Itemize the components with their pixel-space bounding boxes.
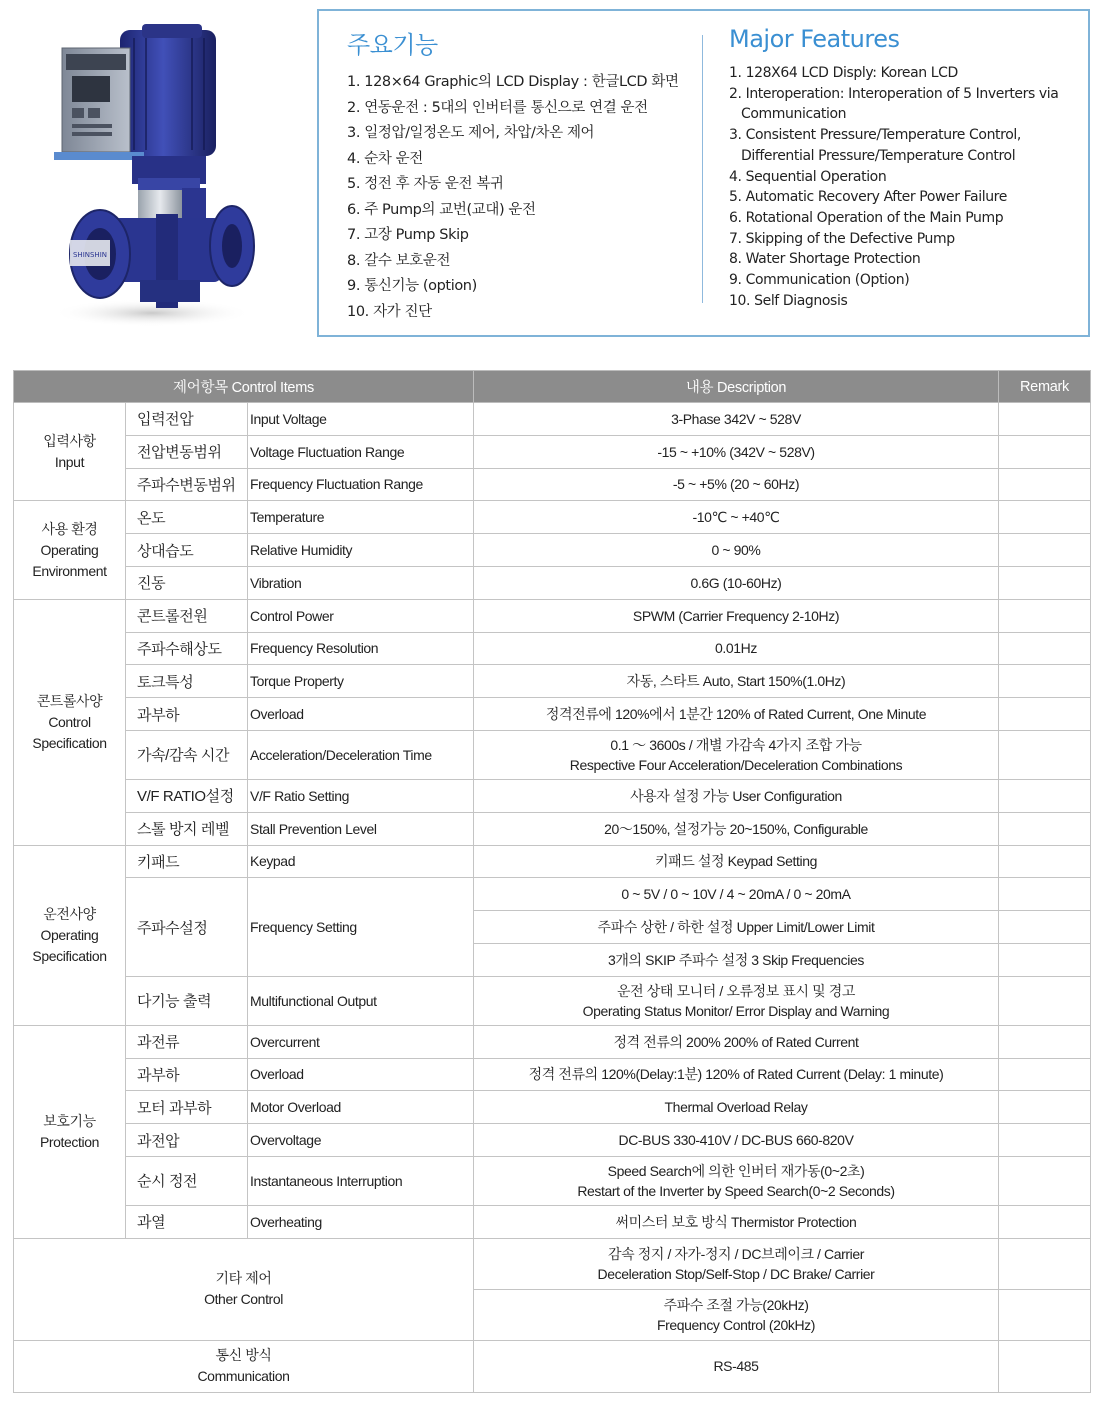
- item-desc: -15 ~ +10% (342V ~ 528V): [474, 435, 999, 468]
- item-en: Overload: [248, 1058, 474, 1091]
- item-remark: [999, 599, 1091, 632]
- table-row: [14, 1156, 1091, 1205]
- table-row: [14, 1091, 1091, 1124]
- item-desc: 0 ~ 5V / 0 ~ 10V / 4 ~ 20mA / 0 ~ 20mA: [474, 878, 999, 911]
- group-control: [14, 599, 126, 845]
- item-ko: 입력전압: [126, 403, 248, 436]
- item-remark: [999, 911, 1091, 944]
- pump-product-image: [42, 18, 262, 328]
- item-en: Voltage Fluctuation Range: [248, 435, 474, 468]
- item-en: Temperature: [248, 501, 474, 534]
- english-features-title: Major Features: [729, 25, 900, 53]
- table-row: [14, 1340, 1091, 1392]
- item-remark: [999, 943, 1091, 976]
- item-en: V/F Ratio Setting: [248, 779, 474, 812]
- table-row: [14, 1124, 1091, 1157]
- item-remark: [999, 1091, 1091, 1124]
- desc-line: 감속 정지 / 자가-정지 / DC브레이크 / Carrier: [607, 1245, 865, 1262]
- item-remark: [999, 665, 1091, 698]
- korean-features: [347, 25, 697, 325]
- item-ko: 온도: [126, 501, 248, 534]
- desc-line: Speed Search에 의한 인버터 재가동(0~2초): [607, 1162, 865, 1179]
- spec-table: [13, 370, 1091, 1393]
- group-input: [14, 403, 126, 501]
- group-other-control: [14, 1238, 474, 1340]
- group-label-en: Input: [54, 453, 85, 470]
- table-row: [14, 632, 1091, 665]
- item-desc: 주파수 상한 / 하한 설정 Upper Limit/Lower Limit: [474, 911, 999, 944]
- item-ko: 전압변동범위: [126, 435, 248, 468]
- table-row: [14, 501, 1091, 534]
- item-ko: V/F RATIO설정: [126, 779, 248, 812]
- item-en: Frequency Fluctuation Range: [248, 468, 474, 501]
- item-remark: [999, 812, 1091, 845]
- item-remark: [999, 1205, 1091, 1238]
- item-desc: Thermal Overload Relay: [474, 1091, 999, 1124]
- list-item: 8. 갈수 보호운전: [347, 252, 451, 269]
- item-remark: [999, 435, 1091, 468]
- table-row: [14, 779, 1091, 812]
- item-desc: 3-Phase 342V ~ 528V: [474, 403, 999, 436]
- group-label-en: Communication: [197, 1368, 290, 1385]
- item-remark: [999, 1238, 1091, 1289]
- item-desc: 정격 전류의 120%(Delay:1분) 120% of Rated Current (Delay: 1 minute): [474, 1058, 999, 1091]
- desc-line: 주파수 조절 가능(20kHz): [663, 1296, 809, 1313]
- item-ko: 주파수해상도: [126, 632, 248, 665]
- item-en: Overload: [248, 698, 474, 731]
- item-en: Control Power: [248, 599, 474, 632]
- group-label-en: Operating: [40, 926, 99, 943]
- item-remark: [999, 845, 1091, 878]
- group-label-en: Other Control: [204, 1291, 283, 1308]
- english-features-list: [729, 63, 1079, 311]
- item-remark: [999, 878, 1091, 911]
- table-row: [14, 1238, 1091, 1289]
- item-remark: [999, 566, 1091, 599]
- item-ko: 진동: [126, 566, 248, 599]
- group-label-en: Specification: [32, 947, 107, 964]
- desc-line: Restart of the Inverter by Speed Search(0~2 Seconds): [577, 1182, 895, 1199]
- group-label-en: Protection: [39, 1133, 100, 1150]
- table-row: [14, 403, 1091, 436]
- table-row: [14, 845, 1091, 878]
- item-ko: 과부하: [126, 1058, 248, 1091]
- item-remark: [999, 730, 1091, 779]
- item-ko: 토크특성: [126, 665, 248, 698]
- item-remark: [999, 698, 1091, 731]
- item-en: Torque Property: [248, 665, 474, 698]
- item-desc: 자동, 스타트 Auto, Start 150%(1.0Hz): [474, 665, 999, 698]
- list-item: 1. 128X64 LCD Disply: Korean LCD: [729, 65, 958, 81]
- item-desc: 써미스터 보호 방식 Thermistor Protection: [474, 1205, 999, 1238]
- table-row: [14, 698, 1091, 731]
- list-item: 7. Skipping of the Defective Pump: [729, 230, 955, 247]
- item-en: Stall Prevention Level: [248, 812, 474, 845]
- item-ko: 상대습도: [126, 534, 248, 567]
- list-item: 1. 128×64 Graphic의 LCD Display : 한글LCD 화면: [347, 74, 679, 90]
- list-item: 8. Water Shortage Protection: [729, 251, 921, 268]
- item-ko: 다기능 출력: [126, 976, 248, 1025]
- item-remark: [999, 403, 1091, 436]
- item-en: Overcurrent: [248, 1025, 474, 1058]
- list-item: 4. Sequential Operation: [729, 168, 887, 185]
- korean-features-list: [347, 70, 697, 325]
- table-row: [14, 812, 1091, 845]
- item-ko: 가속/감속 시간: [126, 730, 248, 779]
- item-en: Multifunctional Output: [248, 976, 474, 1025]
- item-remark: [999, 1058, 1091, 1091]
- desc-line: 운전 상태 모니터 / 오류정보 표시 및 경고: [617, 982, 855, 999]
- list-item: 6. 주 Pump의 교번(교대) 운전: [347, 201, 536, 218]
- item-ko: 주파수설정: [126, 878, 248, 976]
- list-item: 6. Rotational Operation of the Main Pump: [729, 209, 1004, 226]
- english-features: [729, 25, 1079, 311]
- table-row: [14, 665, 1091, 698]
- item-en: Input Voltage: [248, 403, 474, 436]
- item-en: Keypad: [248, 845, 474, 878]
- group-label-en: Operating: [40, 541, 99, 558]
- item-en: Instantaneous Interruption: [248, 1156, 474, 1205]
- table-row: [14, 878, 1091, 911]
- desc-line: Operating Status Monitor/ Error Display and Warning: [582, 1002, 890, 1019]
- list-item: 5. 정전 후 자동 운전 복귀: [347, 176, 504, 192]
- list-item: 3. 일정압/일정온도 제어, 차압/차온 제어: [347, 125, 595, 141]
- item-remark: [999, 1340, 1091, 1392]
- item-desc: 3개의 SKIP 주파수 설정 3 Skip Frequencies: [474, 943, 999, 976]
- table-row: [14, 534, 1091, 567]
- item-desc: 20～150%, 설정가능 20~150%, Configurable: [474, 812, 999, 845]
- item-desc: 정격 전류의 200% 200% of Rated Current: [474, 1025, 999, 1058]
- item-desc: 0.6G (10-60Hz): [474, 566, 999, 599]
- item-remark: [999, 632, 1091, 665]
- features-divider: [702, 35, 703, 303]
- item-remark: [999, 468, 1091, 501]
- item-ko: 모터 과부하: [126, 1091, 248, 1124]
- desc-line: 0.1 ～ 3600s / 개별 가감속 4가지 조합 가능: [610, 736, 862, 753]
- item-desc: 정격전류에 120%에서 1분간 120% of Rated Current, One Minute: [474, 698, 999, 731]
- item-ko: 콘트롤전원: [126, 599, 248, 632]
- item-desc: 0.01Hz: [474, 632, 999, 665]
- features-box: [317, 9, 1090, 337]
- desc-line: Respective Four Acceleration/Deceleration Combinations: [569, 756, 903, 773]
- korean-features-title: 주요기능: [347, 31, 438, 59]
- list-item: 9. Communication (Option): [729, 272, 910, 289]
- item-ko: 과전류: [126, 1025, 248, 1058]
- group-label-ko: 입력사항: [43, 432, 96, 449]
- item-ko: 과전압: [126, 1124, 248, 1157]
- item-desc: [474, 1238, 999, 1289]
- group-environment: [14, 501, 126, 599]
- group-operation: [14, 845, 126, 1025]
- group-label-ko: 사용 환경: [41, 520, 98, 537]
- list-item: 2. Interoperation: Interoperation of 5 Inverters via Communication: [729, 85, 1059, 123]
- group-protection: [14, 1025, 126, 1238]
- group-label-ko: 통신 방식: [215, 1347, 272, 1364]
- item-remark: [999, 1289, 1091, 1340]
- item-desc: -10℃ ~ +40℃: [474, 501, 999, 534]
- item-desc: 키패드 설정 Keypad Setting: [474, 845, 999, 878]
- item-desc: DC-BUS 330-410V / DC-BUS 660-820V: [474, 1124, 999, 1157]
- group-label-en: Specification: [32, 734, 107, 751]
- list-item: 4. 순차 운전: [347, 150, 423, 167]
- item-desc: [474, 1289, 999, 1340]
- group-label-ko: 보호기능: [43, 1112, 96, 1129]
- item-ko: 주파수변동범위: [126, 468, 248, 501]
- header-remark: Remark: [999, 371, 1091, 403]
- group-label-ko: 콘트롤사양: [36, 692, 103, 709]
- list-item: 2. 연동운전 : 5대의 인버터를 통신으로 연결 운전: [347, 99, 648, 116]
- item-en: Relative Humidity: [248, 534, 474, 567]
- header-description: 내용 Description: [474, 371, 999, 403]
- table-row: [14, 435, 1091, 468]
- list-item: 7. 고장 Pump Skip: [347, 227, 469, 243]
- list-item: 5. Automatic Recovery After Power Failure: [729, 189, 1007, 206]
- table-row: [14, 976, 1091, 1025]
- item-remark: [999, 1025, 1091, 1058]
- item-ko: 과열: [126, 1205, 248, 1238]
- item-desc: 사용자 설정 가능 User Configuration: [474, 779, 999, 812]
- table-row: [14, 730, 1091, 779]
- item-en: Overvoltage: [248, 1124, 474, 1157]
- group-communication: [14, 1340, 474, 1392]
- group-label-en: Environment: [32, 562, 107, 579]
- group-label-ko: 기타 제어: [215, 1270, 272, 1287]
- table-row: [14, 566, 1091, 599]
- item-desc: SPWM (Carrier Frequency 2-10Hz): [474, 599, 999, 632]
- item-remark: [999, 501, 1091, 534]
- item-en: Vibration: [248, 566, 474, 599]
- table-header-row: [14, 371, 1091, 403]
- item-remark: [999, 976, 1091, 1025]
- list-item: 10. Self Diagnosis: [729, 292, 848, 309]
- item-desc: 0 ~ 90%: [474, 534, 999, 567]
- item-desc: RS-485: [474, 1340, 999, 1392]
- item-en: Acceleration/Deceleration Time: [248, 730, 474, 779]
- item-en: Overheating: [248, 1205, 474, 1238]
- table-row: [14, 468, 1091, 501]
- table-row: [14, 1205, 1091, 1238]
- item-desc: [474, 976, 999, 1025]
- group-label-ko: 운전사양: [43, 905, 96, 922]
- item-remark: [999, 1156, 1091, 1205]
- item-ko: 순시 정전: [126, 1156, 248, 1205]
- item-en: Frequency Resolution: [248, 632, 474, 665]
- brand-label: SHINSHIN: [72, 251, 108, 259]
- list-item: 9. 통신기능 (option): [347, 278, 477, 294]
- item-ko: 스톨 방지 레벨: [126, 812, 248, 845]
- item-ko: 과부하: [126, 698, 248, 731]
- list-item: 10. 자가 진단: [347, 303, 432, 320]
- item-en: Motor Overload: [248, 1091, 474, 1124]
- table-row: [14, 599, 1091, 632]
- item-en: Frequency Setting: [248, 878, 474, 976]
- table-row: [14, 1058, 1091, 1091]
- item-ko: 키패드: [126, 845, 248, 878]
- table-row: [14, 1025, 1091, 1058]
- item-desc: -5 ~ +5% (20 ~ 60Hz): [474, 468, 999, 501]
- item-remark: [999, 779, 1091, 812]
- item-desc: [474, 1156, 999, 1205]
- desc-line: Frequency Control (20kHz): [656, 1316, 816, 1333]
- item-remark: [999, 534, 1091, 567]
- header-control-items: 제어항목 Control Items: [14, 371, 474, 403]
- group-label-en: Control: [48, 713, 91, 730]
- desc-line: Deceleration Stop/Self-Stop / DC Brake/ Carrier: [597, 1265, 875, 1282]
- list-item: 3. Consistent Pressure/Temperature Control, Differential Pressure/Temperature Control: [729, 127, 1021, 164]
- item-desc: [474, 730, 999, 779]
- item-remark: [999, 1124, 1091, 1157]
